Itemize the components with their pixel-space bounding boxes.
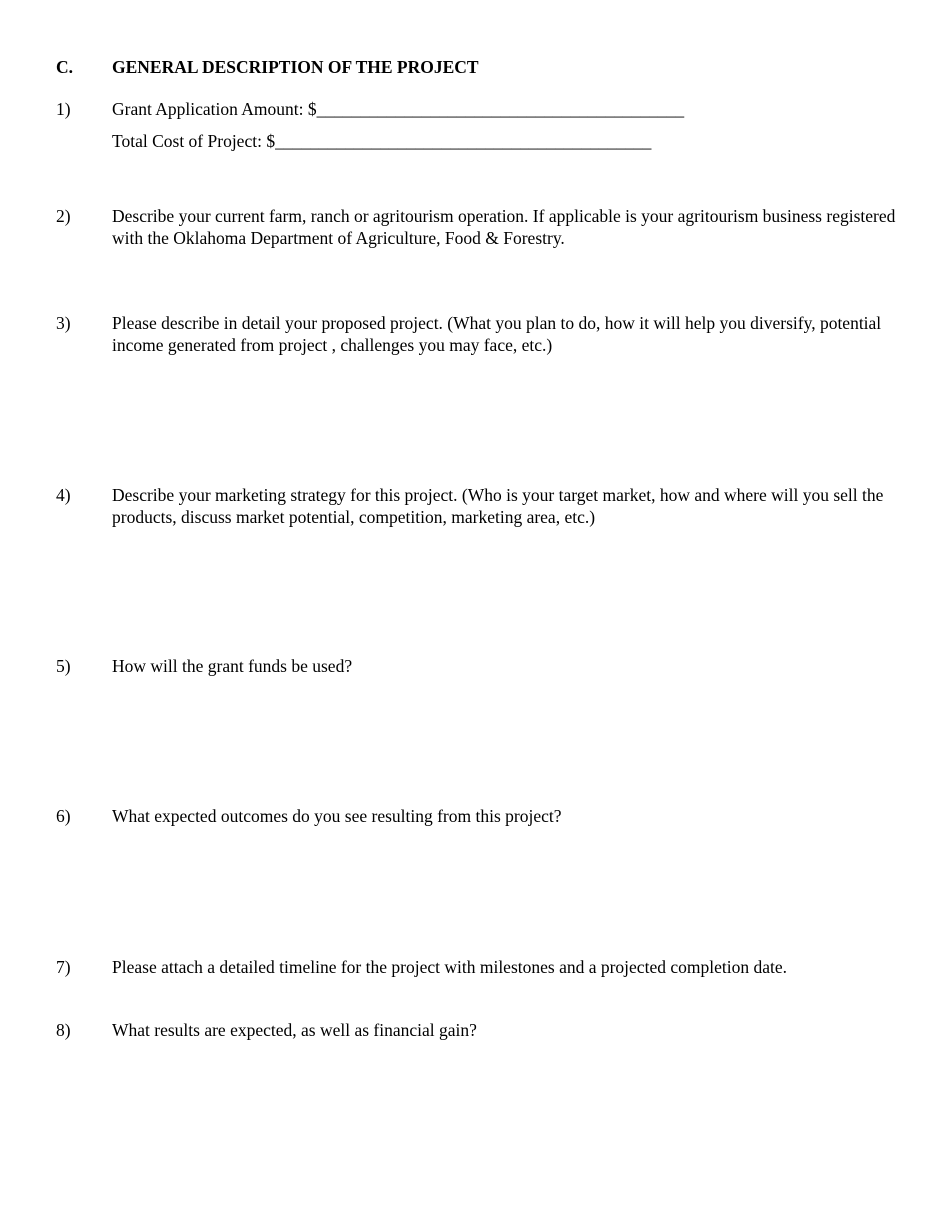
question-number: 7) [56, 957, 71, 977]
question-number: 3) [56, 313, 71, 333]
grant-amount-blank[interactable]: __________________________________________ [316, 99, 685, 119]
question-text: How will the grant funds be used? [112, 656, 353, 676]
question-text: Please describe in detail your proposed project. (What you plan to do, how it will help you diversify, potential income generated from project , challenges you may face, etc.) [112, 313, 882, 355]
total-cost-blank[interactable]: ___________________________________________ [275, 131, 652, 151]
section-letter: C. [56, 57, 74, 77]
section-title: GENERAL DESCRIPTION OF THE PROJECT [112, 57, 479, 77]
question-text: What expected outcomes do you see resulting from this project? [112, 806, 562, 826]
total-cost-label: Total Cost of Project: $ [112, 131, 276, 151]
question-number: 2) [56, 206, 71, 226]
total-cost-field[interactable] [112, 130, 651, 152]
question-number: 4) [56, 485, 71, 505]
question-text: Describe your marketing strategy for this project. (Who is your target market, how and where will you sell the products, discuss market potential, competition, marketing area, etc.) [112, 485, 884, 527]
grant-amount-field[interactable] [112, 98, 684, 120]
question-text: Please attach a detailed timeline for the project with milestones and a projected completion date. [112, 957, 787, 977]
question-number: 5) [56, 656, 71, 676]
grant-amount-label: Grant Application Amount: $ [112, 99, 317, 119]
question-text: Describe your current farm, ranch or agritourism operation. If applicable is your agritourism business registered with the Oklahoma Department of Agriculture, Food & Forestry. [112, 206, 896, 248]
question-text: What results are expected, as well as financial gain? [112, 1020, 477, 1040]
question-number: 6) [56, 806, 71, 826]
question-number: 8) [56, 1020, 71, 1040]
question-number: 1) [56, 99, 71, 119]
